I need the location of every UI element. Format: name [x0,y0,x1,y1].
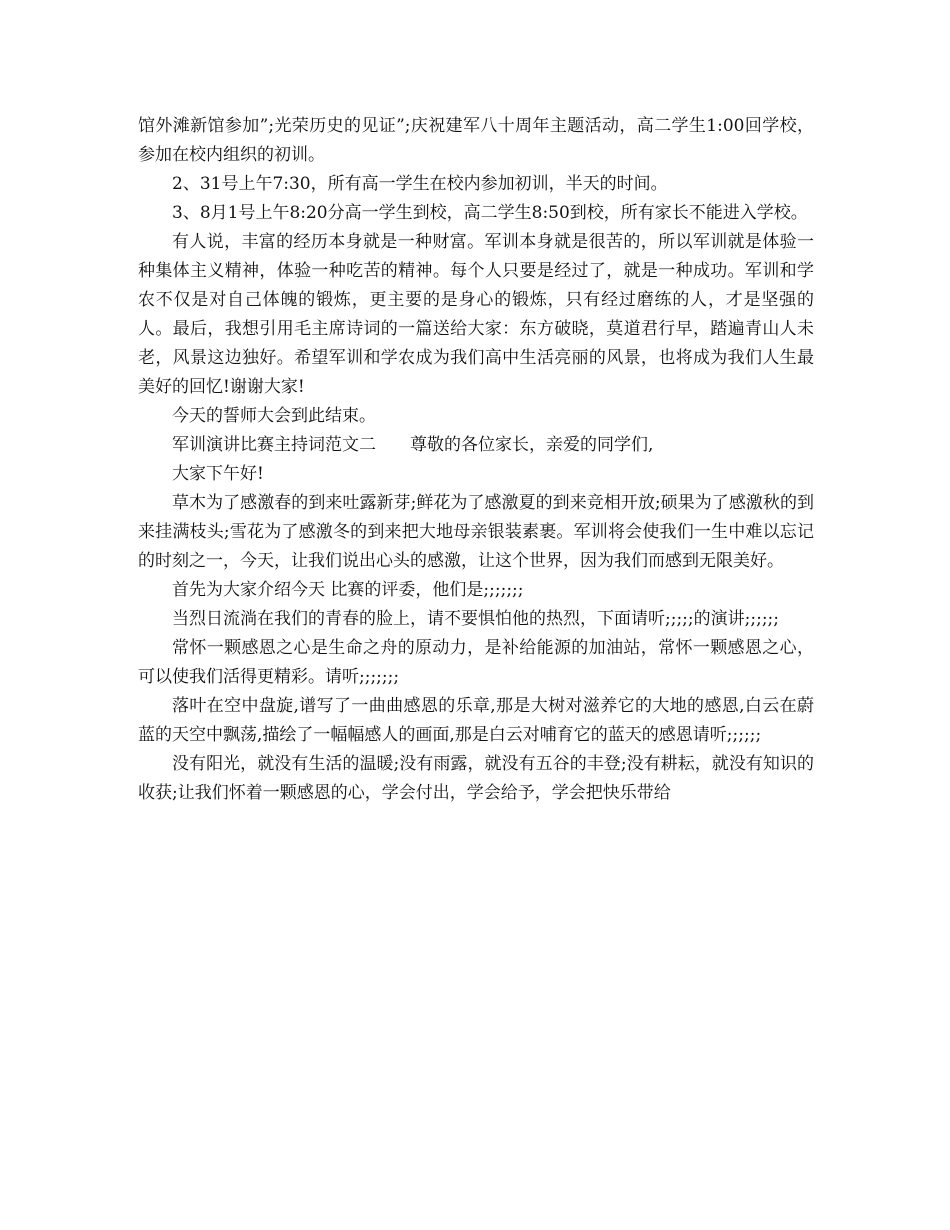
paragraph-11: 常怀一颗感恩之心是生命之舟的原动力，是补给能源的加油站，常怀一颗感恩之心，可以使我们活得更精彩。请听;;;;;;; [138,638,814,687]
paragraph-10: 当烈日流淌在我们的青春的脸上，请不要惧怕他的热烈，下面请听;;;;;的演讲;;;;;; [172,609,780,629]
document-body [138,112,814,808]
paragraph-5: 今天的誓师大会到此结束。 [172,406,376,426]
paragraph-8: 草木为了感激春的到来吐露新芽;鲜花为了感激夏的到来竞相开放;硕果为了感激秋的到来挂满枝头;雪花为了感激冬的到来把大地母亲银装素裹。军训将会使我们一生中难以忘记的时刻之一，今天，让我们说出心头的感激，让这个世界，因为我们而感到无限美好。 [138,493,814,571]
greeting-line: 大家下午好! [172,464,264,484]
paragraph-12: 落叶在空中盘旋,谱写了一曲曲感恩的乐章,那是大树对滋养它的大地的感恩,白云在蔚蓝的天空中飘荡,描绘了一幅幅感人的画面,那是白云对哺育它的蓝天的感恩请听;;;;;; [138,696,814,745]
paragraph-13: 没有阳光，就没有生活的温暖;没有雨露，就没有五谷的丰登;没有耕耘，就没有知识的收获;让我们怀着一颗感恩的心，学会付出，学会给予，学会把快乐带给 [138,754,814,803]
paragraph-2: 2、31号上午7:30，所有高一学生在校内参加初训，半天的时间。 [172,174,668,194]
paragraph-3: 3、8月1号上午8:20分高一学生到校，高二学生8:50到校，所有家长不能进入学校。 [172,203,808,223]
section-heading-line: 军训演讲比赛主持词范文二 尊敬的各位家长，亲爱的同学们, [172,435,654,455]
paragraph-9: 首先为大家介绍今天 比赛的评委，他们是;;;;;;; [172,580,524,600]
paragraph-1: 馆外滩新馆参加”;光荣历史的见证”;庆祝建军八十周年主题活动，高二学生1:00回学校，参加在校内组织的初训。 [138,116,814,165]
paragraph-4: 有人说，丰富的经历本身就是一种财富。军训本身就是很苦的，所以军训就是体验一种集体主义精神，体验一种吃苦的精神。每个人只要是经过了，就是一种成功。军训和学农不仅是对自己体魄的锻炼，更主要的是身心的锻炼，只有经过磨练的人，才是坚强的人。最后，我想引用毛主席诗词的一篇送给大家：东方破晓，莫道君行早，踏遍青山人未老，风景这边独好。希望军训和学农成为我们高中生活亮丽的风景，也将成为我们人生最美好的回忆!谢谢大家! [138,232,814,397]
